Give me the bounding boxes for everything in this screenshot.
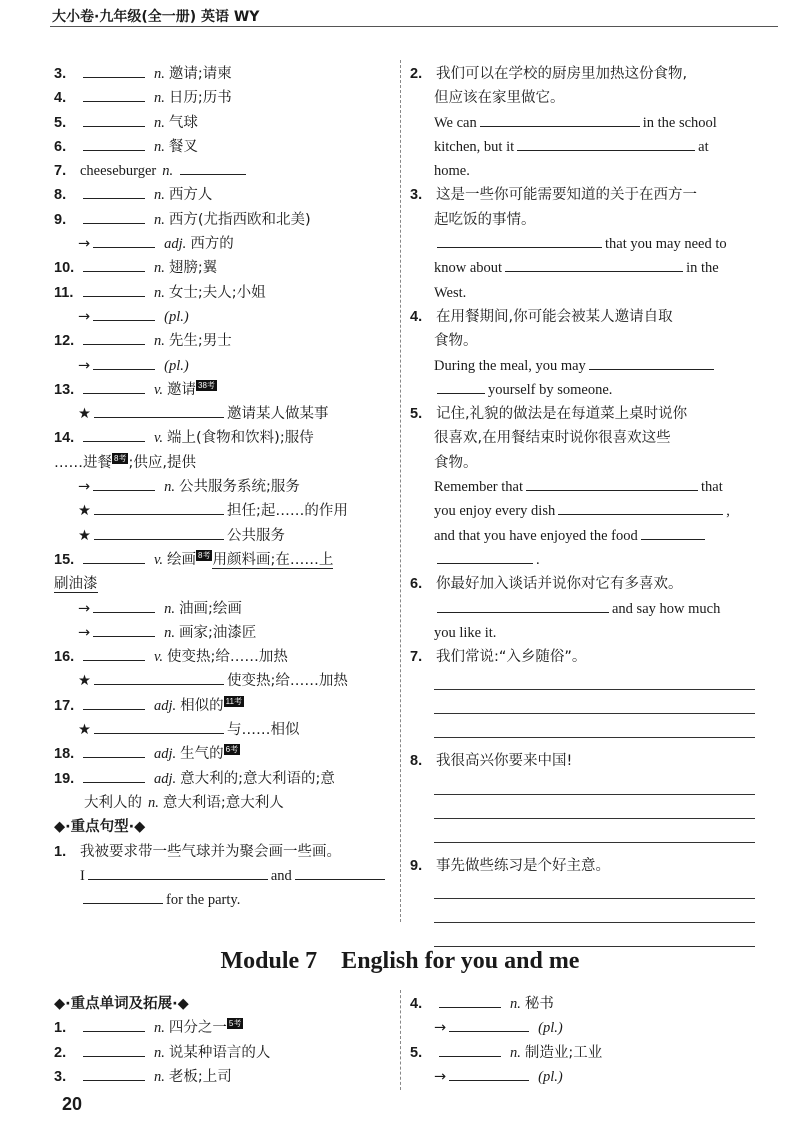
vocab-item-16-phrase bbox=[54, 669, 394, 693]
meaning: 端上(食物和饮料);服侍 bbox=[167, 430, 314, 447]
meaning: 制造业;工业 bbox=[524, 1044, 603, 1061]
vocab-item-15 bbox=[54, 548, 394, 572]
item-number: 18. bbox=[54, 746, 75, 763]
sentence-chinese: 我们可以在学校的厨房里加热这份食物, bbox=[436, 66, 688, 82]
pos-label: n. bbox=[164, 479, 176, 496]
vocab-item-16 bbox=[54, 645, 394, 669]
pos-label: n. bbox=[510, 996, 521, 1012]
question-9 bbox=[410, 854, 755, 878]
vocab-item-11-plural bbox=[54, 305, 394, 329]
meaning: 公共服务 bbox=[227, 527, 285, 544]
question-8 bbox=[410, 749, 755, 773]
question-6 bbox=[410, 572, 755, 596]
answer-blank[interactable] bbox=[83, 1067, 145, 1081]
vocab-item-17-phrase bbox=[54, 718, 394, 742]
sentence-item-1 bbox=[54, 840, 394, 864]
meaning: 绘画 bbox=[167, 551, 196, 568]
question-6-en-2 bbox=[410, 621, 755, 645]
question-5-en-2 bbox=[410, 499, 755, 523]
item-number: 4. bbox=[410, 308, 423, 325]
item-number: 1. bbox=[54, 1020, 67, 1037]
answer-blank[interactable] bbox=[83, 380, 145, 394]
sentence-chinese: 食物。 bbox=[434, 333, 478, 350]
answer-blank[interactable] bbox=[526, 477, 698, 491]
sentence-english: in the school bbox=[642, 114, 717, 131]
meaning: 使变热;给……加热 bbox=[227, 673, 348, 690]
sentence-english: that you may need to bbox=[605, 236, 727, 253]
item-number: 4. bbox=[54, 90, 67, 107]
answer-blank[interactable] bbox=[93, 307, 155, 321]
pos-label: n. bbox=[154, 1068, 165, 1085]
pos-label: adj. bbox=[154, 746, 177, 763]
answer-blank[interactable] bbox=[83, 769, 145, 783]
meaning: 邀请 bbox=[167, 381, 196, 398]
question-4-cn bbox=[410, 329, 755, 353]
answer-blank[interactable] bbox=[437, 234, 602, 248]
plural-label: (pl.) bbox=[164, 357, 189, 374]
answer-blank[interactable] bbox=[295, 866, 385, 880]
vocab-item-3 bbox=[54, 62, 394, 86]
left-column bbox=[54, 62, 394, 912]
meaning: 大利人的 bbox=[84, 794, 142, 811]
meaning: 西方(尤指西欧和北美) bbox=[168, 211, 311, 228]
answer-blank[interactable] bbox=[83, 696, 145, 710]
vocab-item-17 bbox=[54, 694, 394, 718]
answer-blank[interactable] bbox=[83, 550, 145, 564]
exam-count-badge: 6考 bbox=[225, 745, 239, 755]
pos-label: n. bbox=[162, 163, 174, 180]
sentence-english: West. bbox=[434, 284, 467, 301]
meaning: 说某种语言的人 bbox=[168, 1044, 271, 1061]
pos-label: n. bbox=[154, 211, 165, 228]
item-number: 14. bbox=[54, 430, 75, 447]
arrow-icon: → bbox=[434, 1068, 447, 1085]
vocab-item-6 bbox=[54, 135, 394, 159]
question-3-en-3 bbox=[410, 281, 755, 305]
star-icon: ★ bbox=[78, 722, 91, 739]
answer-blank[interactable] bbox=[439, 1043, 501, 1057]
meaning: 日历;历书 bbox=[168, 90, 232, 107]
section-heading-key-sentences bbox=[54, 815, 394, 839]
pos-label: n. bbox=[154, 187, 165, 204]
answer-blank[interactable] bbox=[83, 64, 145, 78]
pos-label: n. bbox=[510, 1044, 521, 1061]
answer-blank[interactable] bbox=[83, 647, 145, 661]
vocab-item-15-cont bbox=[54, 572, 394, 596]
writing-line[interactable] bbox=[410, 878, 755, 902]
pos-label: n. bbox=[154, 284, 165, 301]
answer-blank[interactable] bbox=[93, 477, 155, 491]
answer-blank[interactable] bbox=[83, 1043, 145, 1057]
meaning: ;供应,提供 bbox=[128, 454, 196, 471]
meaning: 生气的 bbox=[180, 746, 224, 763]
star-icon: ★ bbox=[78, 406, 91, 423]
writing-line[interactable] bbox=[410, 902, 755, 926]
sentence-english: at bbox=[698, 138, 709, 155]
meaning: 与……相似 bbox=[227, 722, 300, 739]
sentence-chinese: 食物。 bbox=[434, 454, 478, 471]
answer-blank[interactable] bbox=[480, 113, 640, 127]
answer-blank[interactable] bbox=[88, 866, 268, 880]
vocab-item-10 bbox=[54, 256, 394, 280]
pos-label: n. bbox=[154, 114, 165, 131]
question-2-en-2 bbox=[410, 135, 755, 159]
star-icon: ★ bbox=[78, 673, 91, 690]
meaning: ……进餐 bbox=[54, 454, 112, 471]
sentence-item-1-en-2 bbox=[54, 888, 394, 912]
sentence-english: yourself by someone. bbox=[488, 381, 613, 398]
sentence-chinese: 很喜欢,在用餐结束时说你很喜欢这些 bbox=[434, 430, 671, 447]
sentence-english: you like it. bbox=[434, 624, 497, 641]
pos-label: n. bbox=[154, 138, 165, 155]
answer-blank[interactable] bbox=[83, 1018, 145, 1032]
vocab-item-8 bbox=[54, 183, 394, 207]
vocab-item-15-derived-1 bbox=[54, 597, 394, 621]
vocab-item-9-derived bbox=[54, 232, 394, 256]
right-column bbox=[410, 62, 755, 950]
meaning: 意大利语;意大利人 bbox=[162, 794, 284, 811]
m7-vocab-item-3 bbox=[54, 1065, 394, 1089]
item-number: 1. bbox=[54, 843, 67, 860]
diamond-arrow-icon: ◆· bbox=[54, 996, 71, 1012]
answer-blank[interactable] bbox=[505, 258, 683, 272]
vocab-item-13-phrase bbox=[54, 402, 394, 426]
item-number: 8. bbox=[54, 187, 67, 204]
question-4-en-1 bbox=[410, 354, 755, 378]
meaning: 先生;男士 bbox=[168, 333, 232, 350]
answer-blank[interactable] bbox=[83, 283, 145, 297]
question-4 bbox=[410, 305, 755, 329]
sentence-english: and bbox=[270, 867, 292, 884]
writing-line[interactable] bbox=[410, 693, 755, 717]
vocab-item-5 bbox=[54, 111, 394, 135]
vocab-item-14 bbox=[54, 426, 394, 450]
item-number: 2. bbox=[54, 1044, 67, 1061]
vocab-item-14-derived bbox=[54, 475, 394, 499]
sentence-english: in the bbox=[686, 260, 719, 277]
vocab-item-9 bbox=[54, 208, 394, 232]
question-2-en-1 bbox=[410, 111, 755, 135]
section-title: 重点句型 bbox=[70, 819, 129, 836]
m7-vocab-item-4 bbox=[410, 992, 755, 1016]
exam-count-badge: 11考 bbox=[225, 696, 242, 706]
m7-vocab-item-5-plural bbox=[410, 1065, 755, 1089]
answer-blank[interactable] bbox=[94, 501, 224, 515]
module7-left-column bbox=[54, 992, 394, 1089]
question-2-en-3 bbox=[410, 159, 755, 183]
meaning: 秘书 bbox=[524, 996, 554, 1012]
item-number: 5. bbox=[54, 114, 67, 131]
pos-label: adj. bbox=[154, 770, 177, 787]
meaning: 翅膀;翼 bbox=[168, 260, 218, 277]
section-heading-key-words bbox=[54, 992, 394, 1016]
vocab-item-14-phrase-2 bbox=[54, 524, 394, 548]
answer-blank[interactable] bbox=[93, 234, 155, 248]
answer-blank[interactable] bbox=[94, 671, 224, 685]
sentence-english: I bbox=[80, 867, 85, 884]
pos-label: n. bbox=[164, 624, 176, 641]
meaning: 西方人 bbox=[168, 187, 213, 204]
meaning: 油画;绘画 bbox=[179, 600, 242, 617]
question-5-en-3 bbox=[410, 524, 755, 548]
sentence-english: Remember that bbox=[434, 479, 523, 496]
diamond-arrow-icon: ·◆ bbox=[172, 996, 189, 1012]
pos-label: v. bbox=[154, 649, 163, 666]
answer-blank[interactable] bbox=[437, 599, 609, 613]
answer-blank[interactable] bbox=[83, 331, 145, 345]
answer-blank[interactable] bbox=[641, 526, 705, 540]
question-5-en-1 bbox=[410, 475, 755, 499]
sentence-chinese: 记住,礼貌的做法是在每道菜上桌时说你 bbox=[436, 406, 688, 423]
sentence-chinese: 你最好加入谈话并说你对它有多喜欢。 bbox=[436, 576, 683, 593]
item-number: 9. bbox=[54, 211, 67, 228]
arrow-icon: → bbox=[78, 308, 91, 325]
sentence-english: During the meal, you may bbox=[434, 357, 586, 374]
exam-count-badge: 8考 bbox=[198, 551, 211, 561]
writing-line[interactable] bbox=[410, 717, 755, 741]
exam-count-badge: 38考 bbox=[198, 381, 215, 391]
sentence-english: know about bbox=[434, 260, 503, 277]
answer-blank[interactable] bbox=[83, 113, 145, 127]
meaning: 使变热;给……加热 bbox=[167, 649, 288, 666]
vocab-item-14-cont bbox=[54, 451, 394, 475]
meaning: 西方的 bbox=[190, 236, 234, 253]
item-number: 8. bbox=[410, 753, 423, 770]
sentence-chinese: 我很高兴你要来中国! bbox=[436, 753, 573, 770]
item-number: 6. bbox=[410, 576, 423, 593]
meaning: 老板;上司 bbox=[168, 1068, 232, 1085]
question-5-cn-3 bbox=[410, 451, 755, 475]
writing-line[interactable] bbox=[410, 774, 755, 798]
vocab-item-12-plural bbox=[54, 354, 394, 378]
pos-label: n. bbox=[164, 600, 176, 617]
answer-blank[interactable] bbox=[83, 890, 163, 904]
question-3-cn bbox=[410, 208, 755, 232]
writing-line[interactable] bbox=[410, 669, 755, 693]
pos-label: v. bbox=[154, 381, 163, 398]
m7-vocab-item-2 bbox=[54, 1041, 394, 1065]
answer-blank[interactable] bbox=[558, 501, 723, 515]
answer-blank[interactable] bbox=[437, 380, 485, 394]
sentence-english: for the party. bbox=[166, 892, 241, 909]
sentence-english: , bbox=[726, 503, 730, 520]
item-number: 13. bbox=[54, 381, 75, 398]
item-number: 5. bbox=[410, 406, 423, 423]
answer-blank[interactable] bbox=[83, 185, 145, 199]
question-5 bbox=[410, 402, 755, 426]
question-5-en-4 bbox=[410, 548, 755, 572]
item-number: 5. bbox=[410, 1044, 423, 1061]
meaning: 担任;起……的作用 bbox=[227, 503, 348, 520]
sentence-chinese: 这是一些你可能需要知道的关于在西方一 bbox=[436, 187, 697, 204]
pos-label: adj. bbox=[164, 236, 187, 253]
diamond-arrow-icon: ◆· bbox=[54, 819, 71, 836]
question-4-en-2 bbox=[410, 378, 755, 402]
pos-label: adj. bbox=[154, 697, 177, 714]
meaning: 女士;夫人;小姐 bbox=[168, 284, 266, 301]
plural-label: (pl.) bbox=[164, 308, 189, 325]
item-number: 17. bbox=[54, 697, 75, 714]
question-7 bbox=[410, 645, 755, 669]
meaning: 邀请某人做某事 bbox=[227, 406, 329, 423]
item-number: 19. bbox=[54, 770, 75, 787]
m7-vocab-item-4-plural bbox=[410, 1016, 755, 1040]
item-number: 9. bbox=[410, 857, 423, 874]
item-number: 2. bbox=[410, 66, 423, 82]
answer-blank[interactable] bbox=[180, 161, 246, 175]
item-number: 3. bbox=[54, 1068, 67, 1085]
diamond-arrow-icon: ·◆ bbox=[128, 819, 146, 836]
arrow-icon: → bbox=[434, 1020, 447, 1037]
meaning: 邀请;请柬 bbox=[168, 66, 232, 82]
item-number: 7. bbox=[410, 649, 423, 666]
sentence-english: home. bbox=[434, 163, 470, 180]
item-number: 7. bbox=[54, 163, 67, 180]
vocab-item-19-cont bbox=[54, 791, 394, 815]
arrow-icon: → bbox=[78, 624, 91, 641]
m7-vocab-item-1 bbox=[54, 1016, 394, 1040]
item-number: 6. bbox=[54, 138, 67, 155]
sentence-english: . bbox=[536, 551, 540, 568]
sentence-chinese: 起吃饭的事情。 bbox=[434, 211, 536, 228]
sentence-item-1-en bbox=[54, 864, 394, 888]
meaning: 四分之一 bbox=[168, 1020, 227, 1037]
sentence-chinese: 事先做些练习是个好主意。 bbox=[436, 857, 610, 874]
column-divider-lower bbox=[400, 990, 401, 1090]
answer-blank[interactable] bbox=[93, 623, 155, 637]
item-number: 16. bbox=[54, 649, 75, 666]
sentence-english: that bbox=[700, 479, 723, 496]
writing-line[interactable] bbox=[410, 798, 755, 822]
vocab-item-19 bbox=[54, 767, 394, 791]
meaning: 餐叉 bbox=[168, 138, 198, 155]
pos-label: n. bbox=[154, 1044, 165, 1061]
m7-vocab-item-5 bbox=[410, 1041, 755, 1065]
module7-right-column bbox=[410, 992, 755, 1089]
writing-line[interactable] bbox=[410, 926, 755, 950]
sentence-english: kitchen, but it bbox=[434, 138, 515, 155]
question-3 bbox=[410, 183, 755, 207]
question-3-en-2 bbox=[410, 256, 755, 280]
pos-label: v. bbox=[154, 430, 163, 447]
item-number: 15. bbox=[54, 551, 75, 568]
vocab-item-12 bbox=[54, 329, 394, 353]
exam-count-badge: 5考 bbox=[228, 1019, 242, 1029]
meaning: 气球 bbox=[168, 114, 198, 131]
meaning-underlined: 用颜料画;在……上 bbox=[212, 551, 334, 568]
page-number: 20 bbox=[62, 1094, 83, 1114]
answer-blank[interactable] bbox=[94, 720, 224, 734]
column-divider bbox=[400, 60, 401, 922]
module-title: Module 7 English for you and me bbox=[220, 948, 580, 974]
item-number: 3. bbox=[410, 187, 423, 204]
sentence-english: and that you have enjoyed the food bbox=[434, 527, 638, 544]
question-6-en-1 bbox=[410, 597, 755, 621]
sentence-english: and say how much bbox=[612, 600, 721, 617]
answer-blank[interactable] bbox=[439, 994, 501, 1008]
pos-label: n. bbox=[154, 1020, 165, 1037]
answer-blank[interactable] bbox=[83, 258, 145, 272]
english-word: cheeseburger bbox=[80, 163, 157, 180]
vocab-item-15-derived-2 bbox=[54, 621, 394, 645]
arrow-icon: → bbox=[78, 479, 91, 496]
answer-blank[interactable] bbox=[437, 550, 533, 564]
writing-line[interactable] bbox=[410, 822, 755, 846]
pos-label: n. bbox=[154, 260, 165, 277]
arrow-icon: → bbox=[78, 236, 91, 253]
item-number: 12. bbox=[54, 333, 75, 350]
item-number: 10. bbox=[54, 260, 75, 277]
pos-label: v. bbox=[154, 551, 163, 568]
sentence-chinese: 但应该在家里做它。 bbox=[434, 90, 565, 107]
answer-blank[interactable] bbox=[449, 1067, 529, 1081]
header-title: 大小卷·九年级(全一册) 英语 WY bbox=[52, 9, 260, 25]
meaning: 相似的 bbox=[180, 697, 224, 714]
star-icon: ★ bbox=[78, 503, 91, 520]
pos-label: n. bbox=[154, 333, 165, 350]
answer-blank[interactable] bbox=[83, 137, 145, 151]
star-icon: ★ bbox=[78, 527, 91, 544]
answer-blank[interactable] bbox=[589, 356, 714, 370]
answer-blank[interactable] bbox=[93, 599, 155, 613]
answer-blank[interactable] bbox=[83, 744, 145, 758]
answer-blank[interactable] bbox=[83, 88, 145, 102]
answer-blank[interactable] bbox=[83, 210, 145, 224]
meaning-underlined: 刷油漆 bbox=[54, 576, 98, 593]
answer-blank[interactable] bbox=[517, 137, 695, 151]
question-3-en-1 bbox=[410, 232, 755, 256]
sentence-english: We can bbox=[434, 114, 477, 131]
sentence-english: you enjoy every dish bbox=[434, 503, 556, 520]
meaning: 公共服务系统;服务 bbox=[179, 479, 300, 496]
answer-blank[interactable] bbox=[94, 526, 224, 540]
item-number: 4. bbox=[410, 996, 423, 1012]
vocab-item-11 bbox=[54, 281, 394, 305]
vocab-item-14-phrase-1 bbox=[54, 499, 394, 523]
vocab-item-4 bbox=[54, 86, 394, 110]
exam-count-badge: 8考 bbox=[114, 453, 127, 463]
meaning: 意大利的;意大利语的;意 bbox=[180, 770, 335, 787]
meaning: 画家;油漆匠 bbox=[179, 624, 257, 641]
sentence-chinese: 我被要求带一些气球并为聚会画一些画。 bbox=[80, 843, 341, 860]
pos-label: n. bbox=[154, 66, 165, 82]
pos-label: n. bbox=[154, 90, 165, 107]
header-rule bbox=[50, 26, 778, 27]
answer-blank[interactable] bbox=[83, 428, 145, 442]
vocab-item-7 bbox=[54, 159, 394, 183]
answer-blank[interactable] bbox=[93, 356, 155, 370]
vocab-item-13 bbox=[54, 378, 394, 402]
answer-blank[interactable] bbox=[449, 1018, 529, 1032]
vocab-item-18 bbox=[54, 742, 394, 766]
answer-blank[interactable] bbox=[94, 404, 224, 418]
plural-label: (pl.) bbox=[538, 1020, 563, 1037]
sentence-chinese: 在用餐期间,你可能会被某人邀请自取 bbox=[436, 308, 673, 325]
question-2-cn bbox=[410, 86, 755, 110]
arrow-icon: → bbox=[78, 600, 91, 617]
question-5-cn-2 bbox=[410, 426, 755, 450]
question-2 bbox=[410, 62, 755, 86]
arrow-icon: → bbox=[78, 357, 91, 374]
section-title: 重点单词及拓展 bbox=[70, 996, 173, 1012]
sentence-chinese: 我们常说:“入乡随俗”。 bbox=[436, 649, 587, 666]
item-number: 11. bbox=[54, 284, 74, 301]
item-number: 3. bbox=[54, 66, 67, 82]
plural-label: (pl.) bbox=[538, 1068, 563, 1085]
pos-label: n. bbox=[148, 794, 159, 811]
